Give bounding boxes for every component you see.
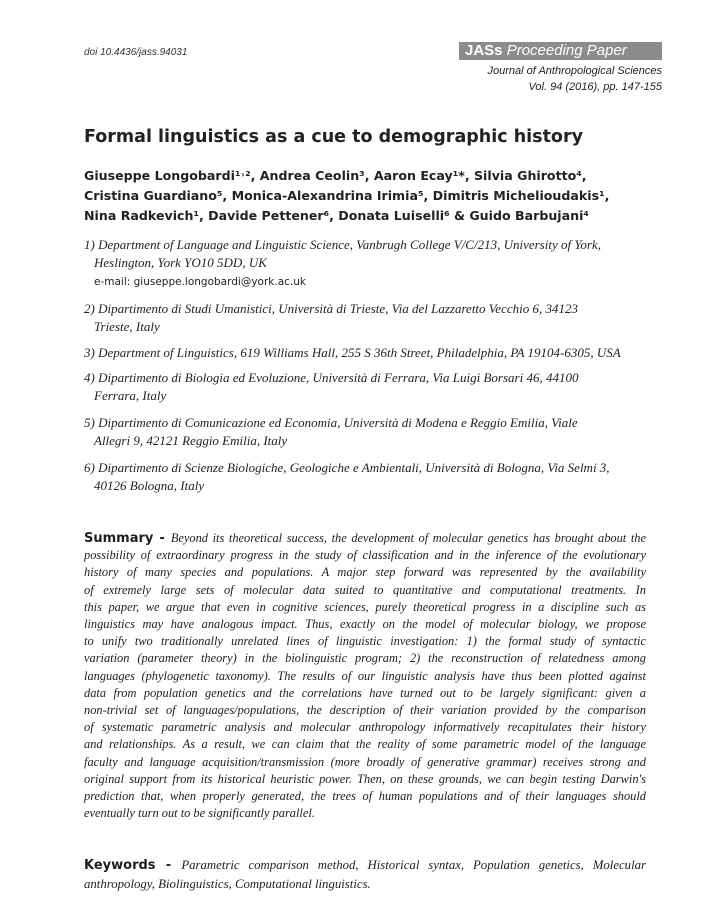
affiliation-1 — [84, 236, 644, 272]
summary-line: history of many species and populations. A major step forward was represented by the availability — [84, 565, 646, 580]
summary-line: prediction that, when properly generated, the trees of human populations and of their languages should — [84, 789, 646, 804]
summary-label: Summary - — [84, 531, 171, 546]
summary-line: of extremely large sets of molecular data suited to quantitative and computational treatments. In — [84, 582, 646, 597]
author-line: Giuseppe Longobardi¹˒², Andrea Ceolin³, Aaron Ecay¹*, Silvia Ghirotto⁴, — [84, 168, 587, 183]
summary-line: possibility of extraordinary progress in the study of classification and in the inference of the evolutionary — [84, 548, 646, 563]
keywords-line: anthropology, Biolinguistics, Computational linguistics. — [84, 877, 371, 891]
summary-line: non-trivial set of languages/populations, the description of their variation provided by the comparison — [84, 703, 646, 718]
keywords-line: Parametric comparison method, Historical syntax, Population genetics, Molecular — [181, 858, 647, 872]
affiliation-line: Ferrara, Italy — [94, 388, 167, 403]
badge-paper: Paper — [586, 42, 627, 59]
abstract — [84, 530, 646, 822]
badge-jass: JASs — [465, 42, 503, 59]
affiliation-6 — [84, 459, 644, 495]
affiliation-line: 5) Dipartimento di Comunicazione ed Economia, Università di Modena e Reggio Emilia, Viale — [84, 415, 578, 430]
paper-title: Formal linguistics as a cue to demographic history — [84, 127, 583, 147]
badge-proceeding: Proceeding — [506, 42, 583, 59]
summary-line: original support from its historical heuristic power. Then, on these grounds, we can begin testing Darwin's — [84, 771, 646, 786]
affiliation-line: 40126 Bologna, Italy — [94, 478, 205, 493]
affiliation-5 — [84, 414, 644, 450]
summary-line: this paper, we argue that even in cognitive sciences, purely theoretical progress in a discipline such as — [84, 599, 646, 614]
affiliation-line: 3) Department of Linguistics, 619 Williams Hall, 255 S 36th Street, Philadelphia, PA 19104-6305, USA — [84, 345, 621, 360]
summary-line: eventually turn out to be significantly parallel. — [84, 806, 315, 821]
summary-line: to unify two traditionally unrelated lines of linguistic investigation: 1) the formal study of syntactic — [84, 634, 646, 649]
affiliation-line: 4) Dipartimento di Biologia ed Evoluzione, Università di Ferrara, Via Luigi Borsari 46, 44100 — [84, 370, 579, 385]
summary-line: linguistics may have analogous impact. Thus, exactly on the model of molecular biology, we propose — [84, 617, 646, 632]
summary-line: of systematic parametric analysis and molecular anthropology informatively recapitulates their history — [84, 720, 646, 735]
journal-name: Journal of Anthropological Sciences — [487, 65, 662, 77]
keywords-label: Keywords - — [84, 858, 182, 873]
author-line: Cristina Guardiano⁵, Monica-Alexandrina Irimia⁵, Dimitris Michelioudakis¹, — [84, 188, 610, 203]
journal-volume: Vol. 94 (2016), pp. 147-155 — [528, 81, 662, 93]
journal-badge — [459, 42, 662, 60]
affiliation-line: Allegri 9, 42121 Reggio Emilia, Italy — [94, 433, 288, 448]
summary-line: data from population genetics and the correlations have turned out to be largely significant: given a — [84, 685, 646, 700]
summary-line: languages (phylogenetic taxonomy). The results of our linguistic analysis have thus been plotted against — [84, 668, 646, 683]
author-list — [84, 166, 664, 226]
affiliation-line: 1) Department of Language and Linguistic Science, Vanbrugh College V/C/213, University of York, — [84, 237, 601, 252]
summary-line: faculty and language acquisition/transmission (more broadly of generative grammar) receives strong and — [84, 754, 646, 769]
author-line: Nina Radkevich¹, Davide Pettener⁶, Donata Luiselli⁶ & Guido Barbujani⁴ — [84, 208, 589, 223]
journal-info — [488, 63, 662, 95]
summary-line: Beyond its theoretical success, the development of molecular genetics has brought about the — [170, 531, 646, 545]
affiliation-line: Trieste, Italy — [94, 319, 160, 334]
affiliation-4 — [84, 369, 644, 405]
affiliation-3 — [84, 344, 644, 362]
affiliation-2 — [84, 300, 644, 336]
affiliation-line: 6) Dipartimento di Scienze Biologiche, Geologiche e Ambientali, Università di Bologna, Via Selmi 3, — [84, 460, 610, 475]
affiliation-line: 2) Dipartimento di Studi Umanistici, Università di Trieste, Via del Lazzaretto Vecchio 6, 34123 — [84, 301, 578, 316]
doi: doi 10.4436/jass.94031 — [84, 47, 188, 58]
keywords — [84, 856, 646, 893]
email: e-mail: giuseppe.longobardi@york.ac.uk — [94, 276, 306, 288]
summary-line: variation (parameter theory) in the biolinguistic program; 2) the reconstruction of relatedness among — [84, 651, 646, 666]
summary-line: and relationships. As a result, we can claim that the reality of some parametric model of the language — [84, 737, 646, 752]
affiliation-line: Heslington, York YO10 5DD, UK — [94, 255, 267, 270]
